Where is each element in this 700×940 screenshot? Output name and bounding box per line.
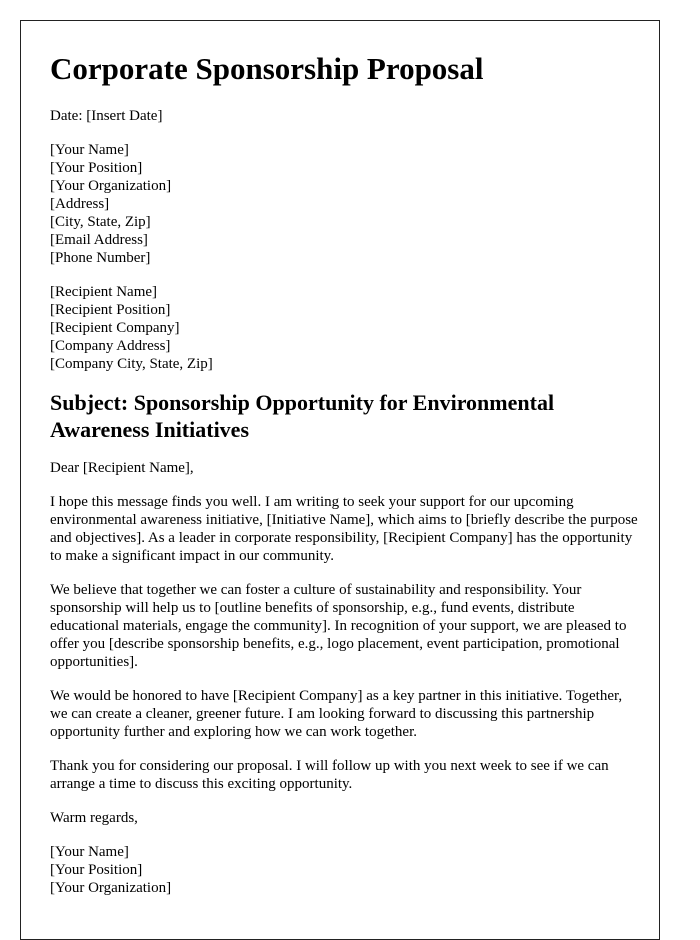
recipient-name: [Recipient Name] [50, 284, 158, 300]
sender-email: [Email Address] [50, 232, 148, 248]
salutation: Dear [Recipient Name], [50, 460, 194, 476]
document-title: Corporate Sponsorship Proposal [50, 51, 484, 86]
signature-block [50, 843, 640, 897]
closing: Warm regards, [50, 810, 138, 826]
sender-city-state-zip: [City, State, Zip] [50, 214, 151, 230]
body-paragraph-2: We believe that together we can foster a culture of sustainability and responsibility. Your sponsorship will help us to [outline benefits of sponsorship, e.g., fund events, distribute educational materials, engage the community]. In recognition of your support, we are pleased to offer you [describe sponsorship benefits, e.g., logo placement, event participation, promotional opportunities]. [50, 582, 627, 670]
recipient-company: [Recipient Company] [50, 320, 180, 336]
signature-name: [Your Name] [50, 844, 129, 860]
body-paragraph-1: I hope this message finds you well. I am writing to seek your support for our upcoming environmental awareness initiative, [Initiative Name], which aims to [briefly describe the purpose and objectives]. As a leader in corporate responsibility, [Recipient Company] has the opportunity to make a significant impact in our community. [50, 494, 638, 564]
sender-name: [Your Name] [50, 142, 129, 158]
recipient-address-block [50, 283, 640, 373]
date-line: Date: [Insert Date] [50, 108, 163, 124]
letter-content [50, 51, 640, 897]
subject-heading: Subject: Sponsorship Opportunity for Environmental Awareness Initiatives [50, 390, 555, 442]
sender-organization: [Your Organization] [50, 178, 172, 194]
sender-position: [Your Position] [50, 160, 143, 176]
recipient-position: [Recipient Position] [50, 302, 171, 318]
body-paragraph-4: Thank you for considering our proposal. I will follow up with you next week to see if we can arrange a time to discuss this exciting opportunity. [50, 758, 609, 792]
body-paragraph-3: We would be honored to have [Recipient Company] as a key partner in this initiative. Together, we can create a cleaner, greener future. I am looking forward to discussing this partnership opportunity further and exploring how we can work together. [50, 688, 623, 740]
sender-address-block [50, 141, 640, 267]
signature-position: [Your Position] [50, 862, 143, 878]
signature-organization: [Your Organization] [50, 880, 172, 896]
letter-page [20, 20, 660, 940]
sender-phone: [Phone Number] [50, 250, 151, 266]
recipient-company-address: [Company Address] [50, 338, 171, 354]
sender-address: [Address] [50, 196, 110, 212]
recipient-city-state-zip: [Company City, State, Zip] [50, 356, 213, 372]
